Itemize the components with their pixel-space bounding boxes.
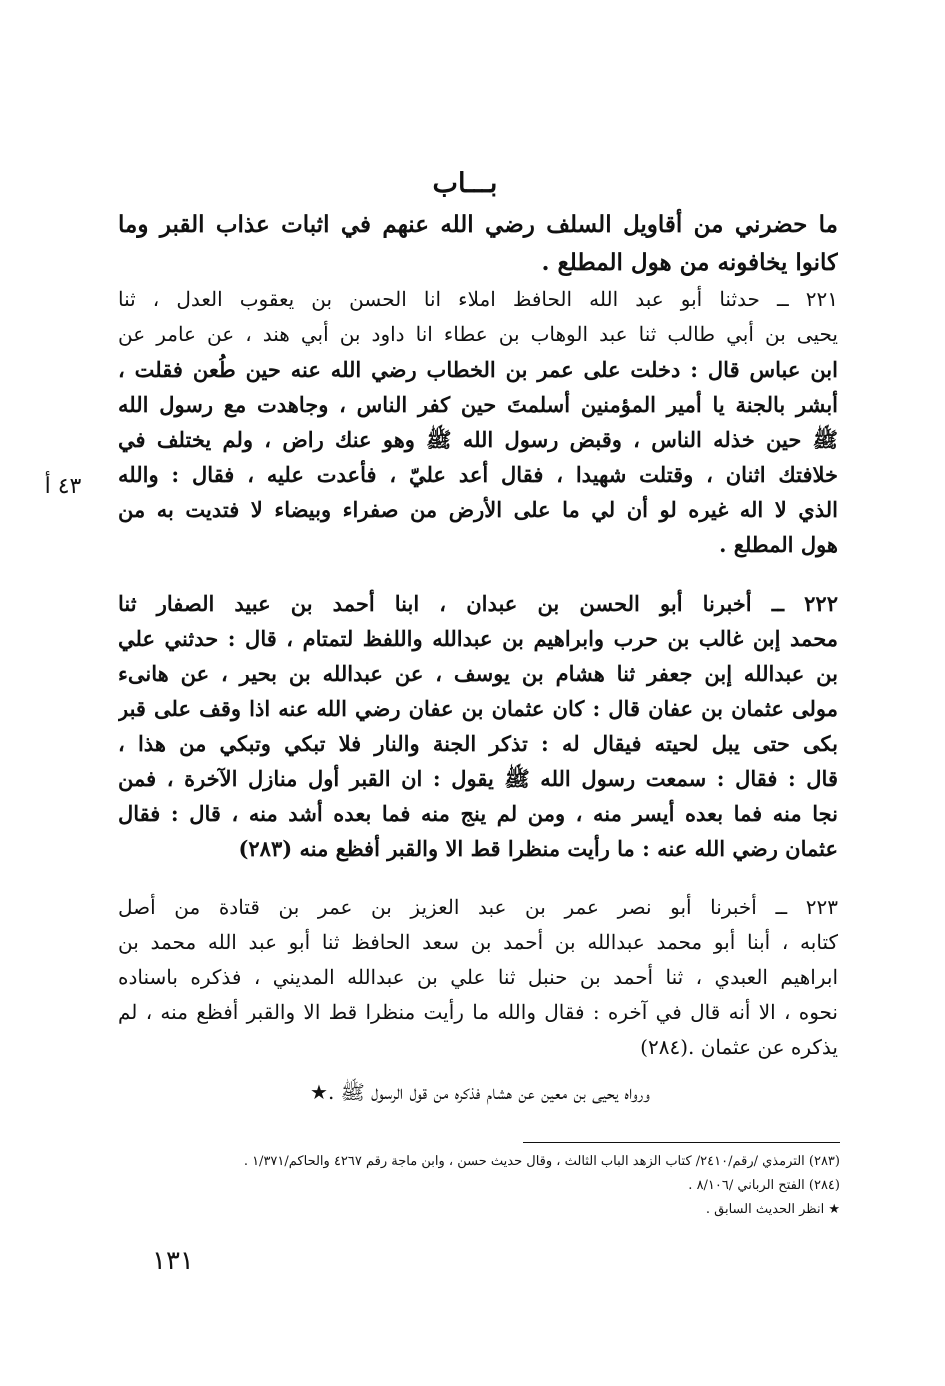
footnote-divider [523, 1142, 840, 1143]
text-line: ٢٢٢ ــ أخبرنا أبو الحسن بن عبدان ، ابنا أحمد بن عبيد الصفار ثنا [118, 591, 838, 616]
text-line: قال : فقال : سمعت رسول الله ﷺ يقول : ان القبر أول منازل الآخرة ، فمن [118, 766, 838, 791]
hadith-221 [118, 282, 838, 562]
text-line: أبشر بالجنة يا أمير المؤمنين أسلمتَ حين كفر الناس ، وجاهدت مع رسول الله [118, 392, 838, 417]
text-line: هول المطلع . [719, 532, 838, 557]
text-line: محمد إبن غالب بن حرب وابراهيم بن عبدالله واللفظ لتمتام ، قال : حدثني علي [118, 626, 838, 651]
text-line: بكى حتى يبل لحيته فيقال له : تذكر الجنة والنار فلا تبكي وتبكي من هذا ، [118, 731, 838, 756]
subtitle-line: ما حضرني من أقاويل السلف رضي الله عنهم في اثبات عذاب القبر وما [118, 211, 838, 238]
text-line: مولى عثمان بن عفان قال : كان عثمان بن عفان رضي الله عنه اذا وقف على قبر [118, 696, 838, 721]
text-line: الذي لا اله غيره لو أن لي ما على الأرض من صفراء وبيضاء لا فتديت به من [118, 497, 838, 522]
footnote: (٢٨٣) الترمذي /رقم/٢٤١٠/ كتاب الزهد الباب الثالث ، وقال حديث حسن ، وابن ماجة رقم ٤٢٦٧ والحاكم/١/٣٧١ . [243, 1154, 840, 1169]
narration-note: ورواه يحيى بن معين عن هشام فذكره من قول الرسول ﷺ .★ [310, 1080, 650, 1104]
chapter-heading: بـــاب [432, 168, 498, 199]
text-line: ابن عباس قال : دخلت على عمر بن الخطاب رضي الله عنه حين طُعن فقلت ، [118, 357, 838, 382]
text-line: ﷺ حين خذله الناس ، وقبض رسول الله ﷺ وهو عنك راض ، ولم يختلف في [118, 427, 838, 452]
text-line: بن عبدالله إبن جعفر ثنا هشام بن يوسف ، عن عبدالله بن بحير ، عن هانىء [118, 661, 838, 686]
text-line: يذكره عن عثمان .(٢٨٤) [640, 1035, 838, 1059]
page-number: ١٣١ [152, 1246, 194, 1276]
margin-folio-note: ٤٣ أ [44, 474, 82, 499]
text-line: يحيى بن أبي طالب ثنا عبد الوهاب بن عطاء انا داود بن أبي هند ، عن عامر عن [118, 322, 838, 346]
footnote: (٢٨٤) الفتح الرباني /٨/١٠٦ . [688, 1178, 840, 1193]
subtitle-line: كانوا يخافونه من هول المطلع . [541, 249, 838, 276]
text-line: نحوه ، الا أنه قال في آخره : فقال والله ما رأيت منظرا قط الا والقبر أفظع منه ، لم [118, 1000, 838, 1024]
text-line: ٢٢٣ ــ أخبرنا أبو نصر عمر بن عبد العزيز بن عمر بن قتادة من أصل [118, 895, 838, 919]
hadith-223 [118, 890, 838, 1065]
text-line: عثمان رضي الله عنه : ما رأيت منظرا قط الا والقبر أفظع منه (٢٨٣) [238, 836, 838, 861]
footnote: ★ انظر الحديث السابق . [705, 1202, 840, 1217]
hadith-222 [118, 586, 838, 866]
text-line: خلافتك اثنان ، وقتلت شهيدا ، فقال أعد عليّ ، فأعدت عليه ، فقال : والله [118, 462, 838, 487]
text-line: نجا منه فما بعده أيسر منه ، ومن لم ينج منه فما بعده أشد منه ، قال : فقال [118, 801, 838, 826]
chapter-subtitle [118, 206, 838, 282]
footnotes [150, 1150, 840, 1222]
text-line: ٢٢١ ــ حدثنا أبو عبد الله الحافظ املاء انا الحسن بن يعقوب العدل ، ثنا [118, 287, 838, 311]
text-line: كتابه ، أبنا أبو محمد عبدالله بن أحمد بن سعد الحافظ ثنا أبو عبد الله محمد بن [118, 930, 838, 954]
text-line: ابراهيم العبدي ، ثنا أحمد بن حنبل ثنا علي بن عبدالله المديني ، فذكره باسناده [118, 965, 838, 989]
